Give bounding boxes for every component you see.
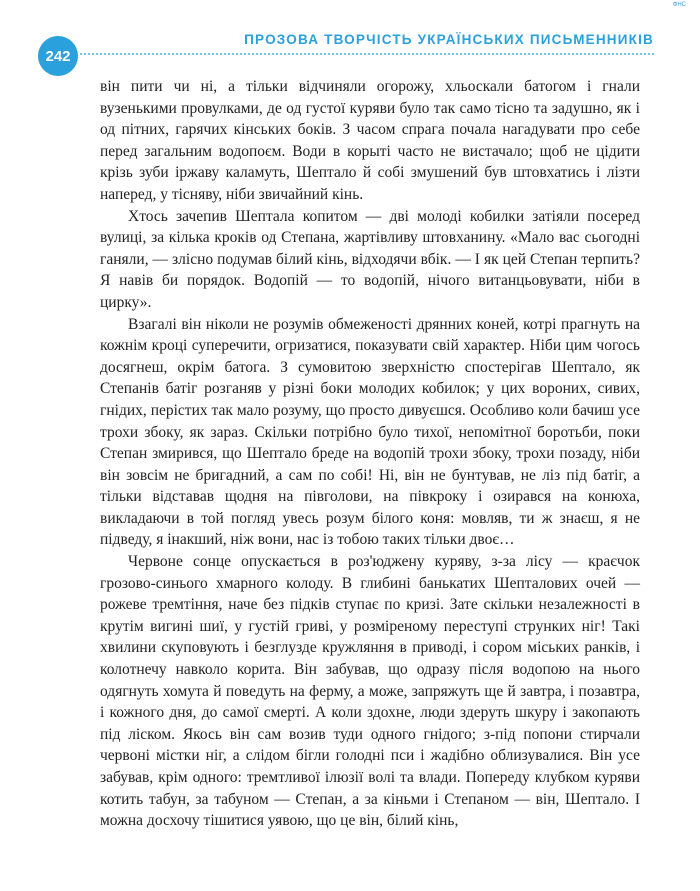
- page-text: [100, 76, 640, 832]
- paragraph: Червоне сонце опускається в роз'юджену куряву, з-за лісу — краєчок грозово-синього хмарного колоду. В глибині банькатих Шепталових очей — рожеве тремтіння, наче без підків ступає по кризі. Зате скільки незалежності в крутім вигині шиї, у густій гриві, у розміреному переступі струнких ніг! Такі хвилини скуповують і безглузде кружляння в приводі, і сором міських ранків, і колотнечу навколо корита. Він забував, що одразу після водопою на нього одягнуть хомута й поведуть на ферму, а може, запряжуть ще й завтра, і позавтра, і кожного дня, до самої смерті. А коли здохне, люди здеруть шкуру і закопають під ліском. Якось він сам возив туди одного гнідого; з-під попони стирчали червоні містки ніг, а слідом бігли голодні пси і жадібно облизувалися. Він усе забував, крім одного: тремтливої ілюзії волі та влади. Попереду клубком куряви котить табун, за табуном — Степан, а за кіньми і Степаном — він, Шептало. І можна досхочу тішитися уявою, що це він, білий кінь,: [100, 553, 640, 830]
- paragraph: Хтось зачепив Шептала копитом — дві молоді кобилки затіяли посеред вулиці, за кілька кроків од Степана, жартівливу штовханину. «Мало вас сьогодні ганяли, — злісно подумав білий кінь, відходячи вбік. — І як цей Степан терпить? Я навів би порядок. Водопій — то водопій, нічого витанцьовувати, ніби в цирку».: [100, 207, 640, 311]
- paragraph-continuation: він пити чи ні, а тільки відчиняли огорожу, хльоскали батогом і гнали вузенькими провулками, де од густої куряви було так само тісно та задушно, як і од пітних, гарячих кінських боків. З часом спрага почала нагадувати про себе перед загальним водопоєм. Води в корыті часто не вистачало; щоб не цідити крізь зуби іржаву каламуть, Шептало й собі змушений був штовхатись і лізти наперед, у тісняву, ніби звичайний кінь.: [100, 78, 640, 203]
- section-title: ПРОЗОВА ТВОРЧІСТЬ УКРАЇНСЬКИХ ПИСЬМЕННИКІВ: [244, 32, 654, 47]
- header-dotted-rule: [80, 53, 654, 55]
- paragraph: Взагалі він ніколи не розумів обмеженості дрянних коней, котрі прагнуть на кожнім кроці суперечити, огризатися, показувати свій характер. Ніби цим чогось досягнеш, окрім батога. З сумовитою зверхністю спостерігав Шептало, як Степанів батіг розганяв у різні боки молодих кобилок; у цих вороних, сивих, гнідих, перістих так мало розуму, що просто дивуєшся. Особливо коли бачиш усе трохи збоку, як зараз. Скільки потрібно було тихої, непомітної боротьби, поки Степан змирився, що Шептало бреде на водопій трохи збоку, трохи позаду, ніби він зовсім не бригадний, а сам по собі! Ні, він не бунтував, не ліз під батіг, а тільки відставав щодня на півголови, на півкроку і озирався на конюха, викладаючи в той погляд увесь розум білого коня: мовляв, ти ж знаєш, я не підведу, я інакший, ніж вони, нас із тобою таких тільки двоє…: [100, 315, 640, 549]
- page-number-badge: 242: [38, 36, 78, 76]
- page-header: [0, 22, 700, 74]
- corner-logo-mark: ФНС: [672, 2, 686, 8]
